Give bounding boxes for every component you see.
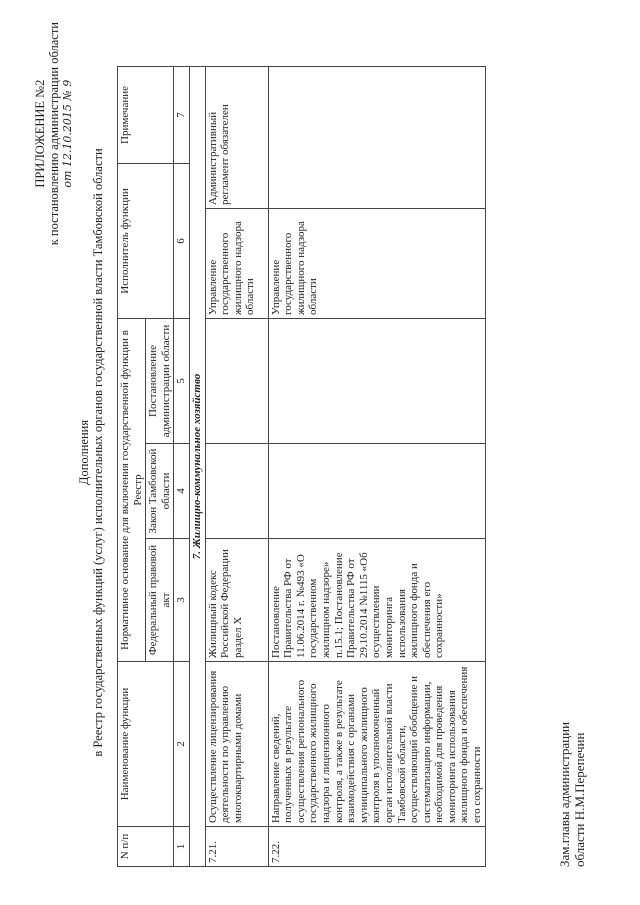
header-executor: Исполнитель функции	[118, 163, 174, 318]
title-line-1: Дополнения	[77, 419, 91, 486]
header-federal: Федеральный правовой акт	[146, 539, 174, 662]
row-note: Административный регламент обязателен	[205, 66, 268, 208]
colnum-2: 2	[174, 662, 190, 827]
colnum-5: 5	[174, 318, 190, 443]
header-decree: Постановление администрации области	[146, 318, 174, 443]
title-line-2: в Реестр государственных функций (услуг) исполнительных органов государственной власти Тамбовской области	[91, 148, 105, 757]
row-executor: Управление государственного жилищного надзора области	[205, 208, 268, 318]
signature-title: Зам.главы администрации	[557, 721, 572, 867]
row-name: Осуществление лицензирования деятельности по управлению многоквартирными домами	[205, 662, 268, 827]
colnum-1: 1	[174, 827, 190, 867]
signature-name: области Н.М.Перепечин	[572, 732, 587, 867]
colnum-3: 3	[174, 539, 190, 662]
header-basis: Нормативное основание для включения государственной функции в Реестр	[118, 318, 146, 661]
row-note	[268, 66, 485, 208]
row-federal: Жилищный кодекс Российской Федерации раздел X	[205, 539, 268, 662]
row-law	[205, 444, 268, 539]
appendix-date-number: от 12.10.2015 № 9	[61, 79, 74, 188]
row-decree	[205, 318, 268, 443]
column-number-row	[174, 66, 190, 866]
row-federal: Постановление Правительства РФ от 11.06.2014 г. №493 «О государственном жилищном надзоре» п.15.1; Постановление Правительства РФ от 29.10.2014 №1115 «Об осуществлении мониторинга использования жилищного фонда и обеспечения его сохранности»	[268, 539, 485, 662]
header-note: Примечание	[118, 66, 174, 163]
header-name: Наименование функции	[118, 662, 174, 827]
registry-table	[117, 66, 486, 867]
colnum-7: 7	[174, 66, 190, 163]
table-row	[268, 66, 485, 866]
row-num: 7.21.	[205, 827, 268, 867]
section-heading: 7. Жилищно-коммунальное хозяйство	[189, 66, 205, 866]
row-law	[268, 444, 485, 539]
document-title	[77, 0, 105, 905]
signature-block	[557, 722, 587, 867]
row-decree	[268, 318, 485, 443]
row-name: Направление сведений, полученных в результате осуществления регионального государственного жилищного надзора и лицензионного контроля, а также в результате взаимодействия с органами муниципального жилищного контроля в уполномоченный орган исполнительной власти Тамбовской области, осуществляющий обобщение и систематизацию информации, необходимой для проведения мониторинга использования жилищного фонда и обеспечения его сохранности	[268, 662, 485, 827]
header-law: Закон Тамбовской области	[146, 444, 174, 539]
table-row	[205, 66, 268, 866]
row-num: 7.22.	[268, 827, 485, 867]
row-executor: Управление государственного жилищного надзора области	[268, 208, 485, 318]
appendix-header	[33, 22, 75, 245]
header-num: N п/п	[118, 827, 174, 867]
colnum-4: 4	[174, 444, 190, 539]
colnum-6: 6	[174, 163, 190, 318]
appendix-label: ПРИЛОЖЕНИЕ №2	[33, 79, 47, 188]
appendix-subtitle: к постановлению администрации области	[47, 22, 61, 246]
